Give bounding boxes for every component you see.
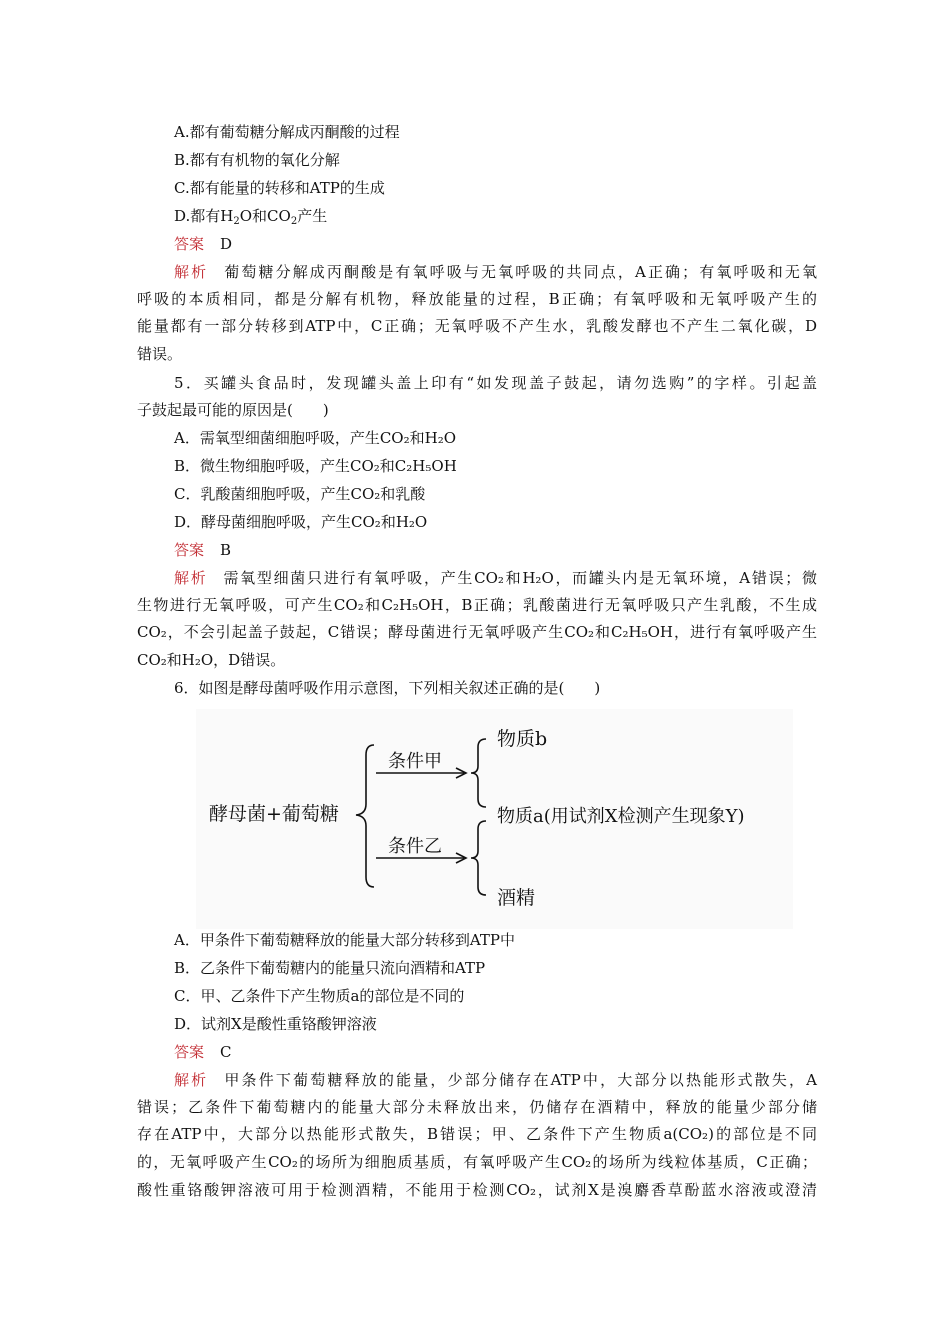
option-text: 都有H xyxy=(190,207,234,225)
answer-value: D xyxy=(220,235,233,253)
option-text: O和CO xyxy=(239,207,291,225)
q5-option-b: B．微生物细胞呼吸，产生CO₂和C₂H₅OH xyxy=(174,457,457,475)
q4-option-c xyxy=(174,178,854,198)
product-a-label: 物质a(用试剂X检测产生现象Y) xyxy=(497,806,745,827)
q4-analysis-line: 错误。 xyxy=(137,345,183,363)
left-brace xyxy=(356,745,374,887)
q4-option-a xyxy=(174,122,854,142)
q6-stem: 6．如图是酵母菌呼吸作用示意图，下列相关叙述正确的是( ) xyxy=(174,679,601,697)
answer-label: 答案 xyxy=(174,541,205,559)
answer-value: C xyxy=(220,1043,232,1061)
q5-answer xyxy=(174,540,854,560)
analysis-text: 需氧型细菌只进行有氧呼吸，产生CO₂和H₂O，而罐头内是无氧环境，A错误；微 xyxy=(223,569,817,587)
q5-analysis-line: 生物进行无氧呼吸，可产生CO₂和C₂H₅OH，B正确；乳酸菌进行无氧呼吸只产生乳酸，不生成 xyxy=(137,596,817,614)
analysis-text: 甲条件下葡萄糖释放的能量，少部分储存在ATP中，大部分以热能形式散失，A xyxy=(224,1071,817,1089)
q6-analysis-line: 酸性重铬酸钾溶液可用于检测酒精，不能用于检测CO₂，试剂X是溴麝香草酚蓝水溶液或澄清 xyxy=(137,1181,817,1199)
answer-label: 答案 xyxy=(174,235,205,253)
q6-analysis-line: 的，无氧呼吸产生CO₂的场所为细胞质基质，有氧呼吸产生CO₂的场所为线粒体基质，C正确； xyxy=(137,1153,817,1171)
answer-value: B xyxy=(220,541,232,559)
upper-brace xyxy=(471,739,486,807)
q4-analysis-line: 能量都有一部分转移到ATP中，C正确；无氧呼吸不产生水，乳酸发酵也不产生二氧化碳，D xyxy=(137,317,817,335)
q4-answer xyxy=(174,234,854,254)
q6-answer xyxy=(174,1042,854,1062)
q5-analysis-line: CO₂和H₂O，D错误。 xyxy=(137,651,286,669)
q6-analysis-line: 存在ATP中，大部分以热能形式散失，B错误；甲、乙条件下产生物质a(CO₂)的部位是不同 xyxy=(137,1125,817,1143)
diagram-left-label: 酵母菌+葡萄糖 xyxy=(209,803,339,825)
product-c-label: 酒精 xyxy=(497,887,536,909)
q5-option-c: C．乳酸菌细胞呼吸，产生CO₂和乳酸 xyxy=(174,485,426,503)
option-text: 都有葡萄糖分解成丙酮酸的过程 xyxy=(189,123,400,141)
q5-analysis-line: CO₂，不会引起盖子鼓起，C错误；酵母菌进行无氧呼吸产生CO₂和C₂H₅OH，进行有氧呼吸产生 xyxy=(137,623,817,641)
q6-analysis-line: 错误；乙条件下葡萄糖内的能量大部分未释放出来，仍储存在酒精中，释放的能量少部分储 xyxy=(137,1098,817,1116)
answer-label: 答案 xyxy=(174,1043,205,1061)
q6-option-d: D．试剂X是酸性重铬酸钾溶液 xyxy=(174,1015,377,1033)
analysis-label: 解析 xyxy=(174,1071,209,1089)
option-letter: B. xyxy=(174,151,190,169)
subscript: 2 xyxy=(290,216,298,227)
option-text: 都有有机物的氧化分解 xyxy=(189,151,340,169)
q4-analysis-line: 呼吸的本质相同，都是分解有机物，释放能量的过程，B正确；有氧呼吸和无氧呼吸产生的 xyxy=(137,290,817,308)
option-text: 产生 xyxy=(297,207,328,225)
product-b-label: 物质b xyxy=(497,728,548,750)
option-text: 都有能量的转移和ATP的生成 xyxy=(189,179,385,197)
q5-option-d: D．酵母菌细胞呼吸，产生CO₂和H₂O xyxy=(174,513,428,531)
condition-a-label: 条件甲 xyxy=(388,751,442,772)
q5-stem: 子鼓起最可能的原因是( ) xyxy=(137,401,329,419)
q6-option-c: C．甲、乙条件下产生物质a的部位是不同的 xyxy=(174,987,465,1005)
q6-option-b: B．乙条件下葡萄糖内的能量只流向酒精和ATP xyxy=(174,959,486,977)
analysis-text: 葡萄糖分解成丙酮酸是有氧呼吸与无氧呼吸的共同点，A正确；有氧呼吸和无氧 xyxy=(224,263,817,281)
option-letter: D. xyxy=(174,207,191,225)
q4-option-b xyxy=(174,150,854,170)
respiration-diagram xyxy=(196,709,793,929)
subscript: 2 xyxy=(233,216,240,227)
q6-option-a: A．甲条件下葡萄糖释放的能量大部分转移到ATP中 xyxy=(174,931,515,949)
option-letter: A. xyxy=(174,123,190,141)
q5-stem: 5．买罐头食品时，发现罐头盖上印有“如发现盖子鼓起，请勿选购”的字样。引起盖 xyxy=(174,374,817,392)
condition-b-label: 条件乙 xyxy=(388,836,442,857)
q5-option-a: A．需氧型细菌细胞呼吸，产生CO₂和H₂O xyxy=(174,429,457,447)
q4-analysis-line xyxy=(174,262,817,282)
lower-brace xyxy=(471,821,486,895)
analysis-label: 解析 xyxy=(174,569,208,587)
q5-analysis-line xyxy=(174,568,817,588)
analysis-label: 解析 xyxy=(174,263,209,281)
q6-analysis-line xyxy=(174,1070,817,1090)
q4-option-d xyxy=(174,206,854,226)
option-letter: C. xyxy=(174,179,190,197)
